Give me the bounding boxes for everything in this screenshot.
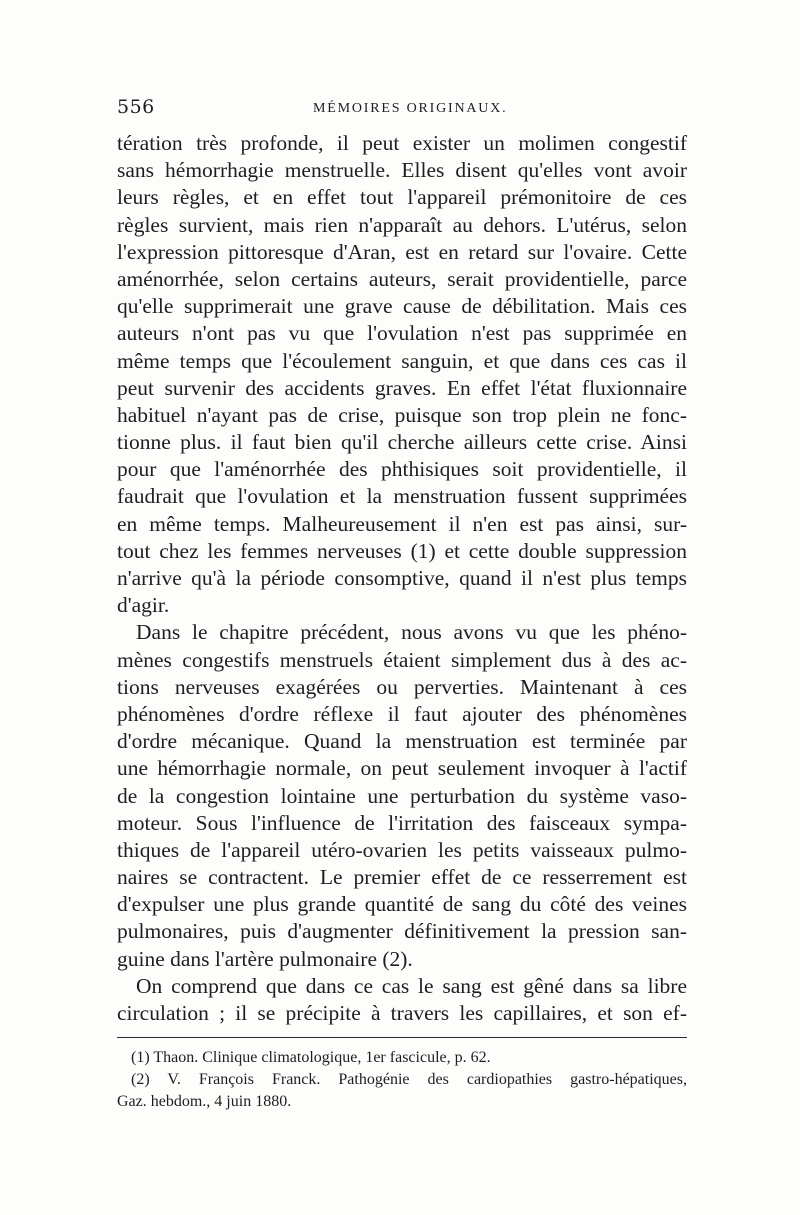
text-line: mènes congestifs menstruels étaient simplement dus à des ac- [117, 647, 687, 672]
text-line: circulation ; il se précipite à travers les capillaires, et son ef- [117, 1001, 687, 1025]
text-line: guine dans l'artère pulmonaire (2). [117, 946, 413, 971]
text-line: faudrait que l'ovulation et la menstruation fussent supprimées [117, 484, 687, 509]
text-line: phénomènes d'ordre réflexe il faut ajouter des phénomènes [117, 701, 687, 726]
paragraph-first-line: On comprend que dans ce cas le sang est gêné dans sa libre [136, 973, 687, 998]
text-line: thiques de l'appareil utéro-ovarien les petits vaisseaux pulmo- [117, 837, 687, 862]
footnote-2-continuation: Gaz. hebdom., 4 juin 1880. [117, 1093, 292, 1110]
text-line: aménorrhée, selon certains auteurs, serait providentielle, parce [117, 266, 687, 291]
text-line: sans hémorrhagie menstruelle. Elles disent qu'elles vont avoir [117, 158, 687, 183]
footnote-divider [117, 1037, 687, 1038]
paragraph-first-line: Dans le chapitre précédent, nous avons vu que les phéno- [136, 620, 687, 645]
text-line: de la congestion lointaine une perturbation du système vaso- [117, 783, 687, 808]
footnote-1: (1) Thaon. Clinique climatologique, 1er fascicule, p. 62. [131, 1049, 491, 1066]
page-number: 556 [117, 96, 155, 118]
text-line: d'expulser une plus grande quantité de sang du côté des veines [117, 892, 687, 917]
text-line: règles survient, mais rien n'apparaît au dehors. L'utérus, selon [117, 212, 687, 237]
running-title: MÉMOIRES ORIGINAUX. [313, 101, 508, 116]
text-line: d'ordre mécanique. Quand la menstruation est terminée par [117, 729, 687, 754]
running-head [117, 96, 687, 122]
body-text [117, 130, 687, 1027]
text-line: l'expression pittoresque d'Aran, est en retard sur l'ovaire. Cette [117, 239, 687, 264]
text-line: même temps que l'écoulement sanguin, et que dans ces cas il [117, 348, 687, 373]
text-line: pour que l'aménorrhée des phthisiques soit providentielle, il [117, 457, 687, 482]
text-line: naires se contractent. Le premier effet de ce resserrement est [117, 865, 687, 890]
text-line: peut survenir des accidents graves. En effet l'état fluxionnaire [117, 375, 687, 400]
footnotes [117, 1047, 687, 1113]
text-line: tération très profonde, il peut exister un molimen congestif [117, 131, 687, 155]
text-line: qu'elle supprimerait une grave cause de débilitation. Mais ces [117, 294, 687, 319]
text-line: une hémorrhagie normale, on peut seulement invoquer à l'actif [117, 756, 687, 781]
text-line: tout chez les femmes nerveuses (1) et cette double suppression [117, 538, 687, 563]
text-line: auteurs n'ont pas vu que l'ovulation n'est pas supprimée en [117, 321, 687, 346]
text-line: moteur. Sous l'influence de l'irritation des faisceaux sympa- [117, 810, 687, 835]
text-line: en même temps. Malheureusement il n'en est pas ainsi, sur- [117, 511, 687, 536]
text-line: pulmonaires, puis d'augmenter définitivement la pression san- [117, 919, 687, 944]
text-line: habituel n'ayant pas de crise, puisque son trop plein ne fonc- [117, 402, 687, 427]
text-line: tionne plus. il faut bien qu'il cherche ailleurs cette crise. Ainsi [117, 430, 687, 455]
text-line: tions nerveuses exagérées ou perverties. Maintenant à ces [117, 674, 687, 699]
text-line: n'arrive qu'à la période consomptive, quand il n'est plus temps [117, 566, 687, 590]
text-line: d'agir. [117, 593, 170, 618]
text-line: leurs règles, et en effet tout l'appareil prémonitoire de ces [117, 185, 687, 210]
footnote-2: (2) V. François Franck. Pathogénie des cardiopathies gastro-hépatiques, [131, 1071, 687, 1088]
